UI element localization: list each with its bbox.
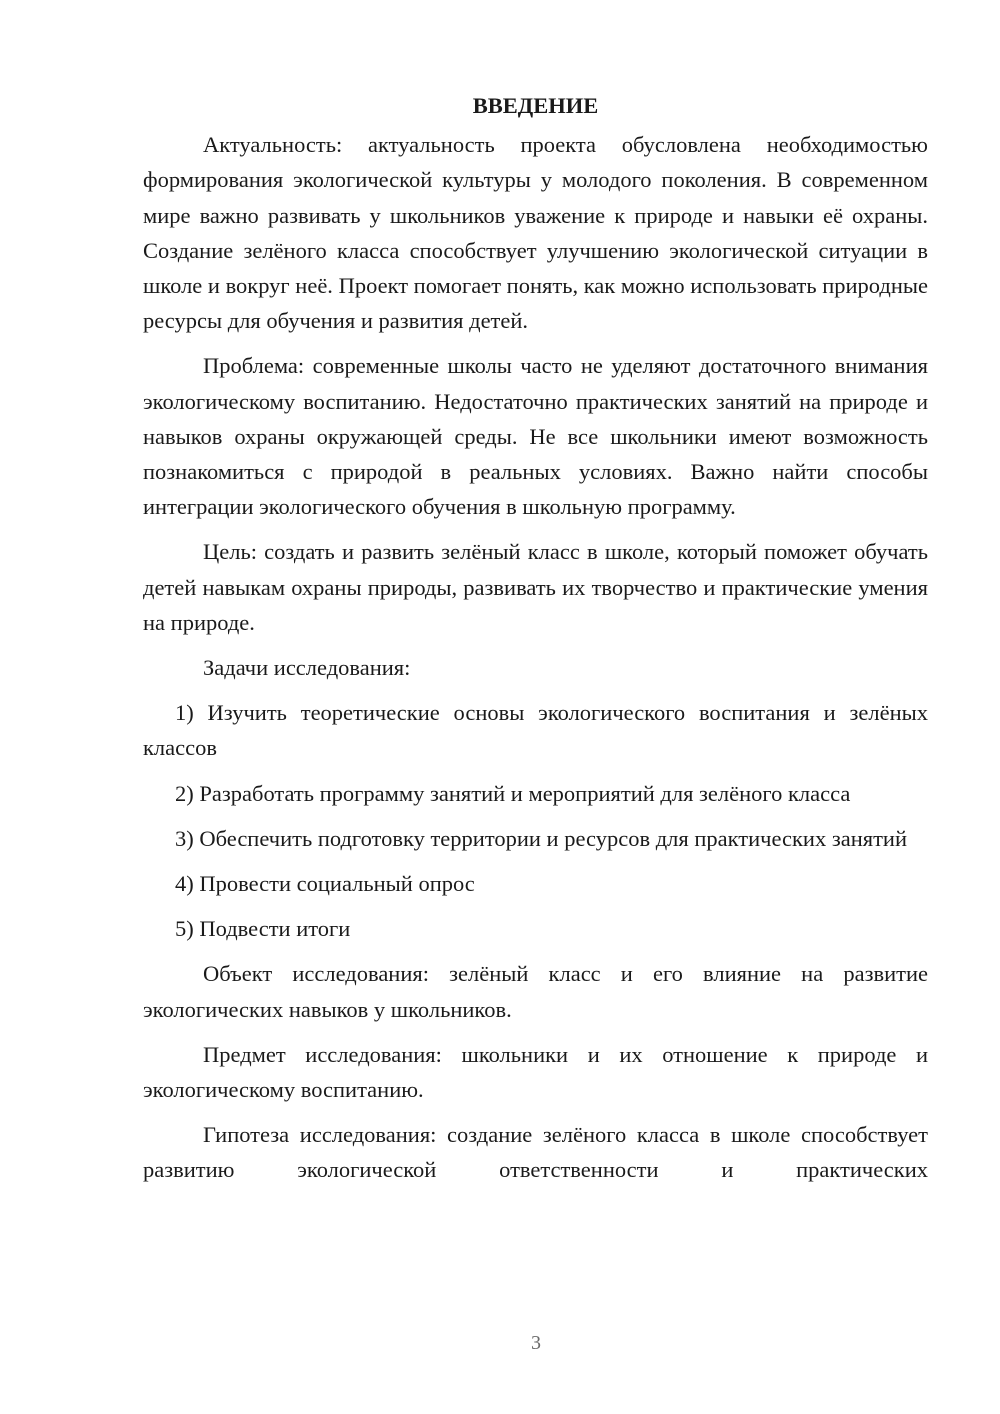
section-heading: ВВЕДЕНИЕ (472, 93, 599, 118)
page-number: 3 (531, 1332, 541, 1354)
paragraph-problem: Проблема: современные школы часто не уделяют достаточного внимания экологическому воспитанию. Недостаточно практических занятий на природе и навыков охраны окружающей среды. Не все школьники имеют возможность познакомиться с природой в реальных условиях. Важно найти способы интеграции экологического обучения в школьную программу. (143, 353, 928, 520)
document-body (143, 88, 928, 1198)
tasks-title: Задачи исследования: (203, 655, 411, 681)
task-item-3: 3) Обеспечить подготовку территории и ресурсов для практических занятий (175, 825, 908, 851)
paragraph-object: Объект исследования: зелёный класс и его влияние на развитие экологических навыков у школьников. (143, 961, 928, 1022)
task-item-2: 2) Разработать программу занятий и мероприятий для зелёного класса (175, 780, 851, 806)
task-item-1: 1) Изучить теоретические основы экологического воспитания и зелёных классов (143, 700, 928, 761)
paragraph-goal: Цель: создать и развить зелёный класс в школе, который поможет обучать детей навыкам охраны природы, развивать их творчество и практические умения на природе. (143, 539, 928, 635)
task-item-4: 4) Провести социальный опрос (175, 871, 475, 897)
paragraph-relevance: Актуальность: актуальность проекта обусловлена необходимостью формирования экологической культуры у молодого поколения. В современном мире важно развивать у школьников уважение к природе и навыки её охраны. Создание зелёного класса способствует улучшению экологической ситуации в школе и вокруг неё. Проект помогает понять, как можно использовать природные ресурсы для обучения и развития детей. (143, 132, 928, 334)
paragraph-subject: Предмет исследования: школьники и их отношение к природе и экологическому воспитанию. (143, 1041, 928, 1103)
paragraph-hypothesis: Гипотеза исследования: создание зелёного класса в школе способствует развитию экологической ответственности и практических (143, 1122, 928, 1183)
task-item-5: 5) Подвести итоги (175, 916, 351, 942)
